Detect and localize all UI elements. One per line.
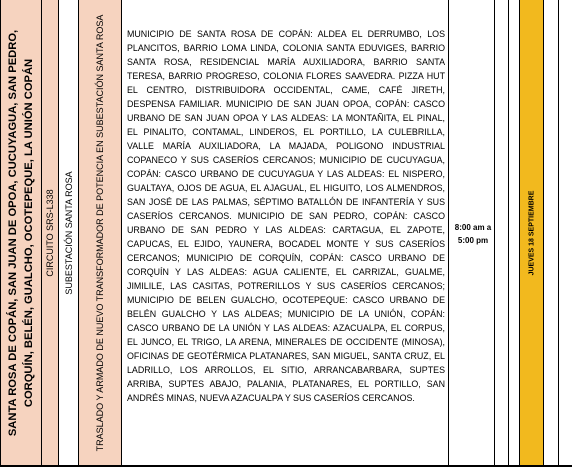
empty-cell (544, 0, 559, 466)
empty-cell (495, 0, 509, 466)
day-text: JUEVES 18 SEPTIEMBRE (528, 190, 535, 276)
time-start: 8:00 am a (454, 223, 492, 232)
table-bottom-border (0, 465, 572, 467)
circuit-cell (42, 0, 59, 466)
location-text: SANTA ROSA DE COPÁN, SAN JUAN DE OPOA, CUCUYAGUA, SAN PEDRO, CORQUÍN, BELÉN, GUALCHO, OCOTEPEQUE, LA UNIÓN COPÁN (7, 29, 35, 437)
affected-areas-text: MUNICIPIO DE SANTA ROSA DE COPÁN: ALDEA EL DERRUMBO, LOS PLANCITOS, BARRIO LOMA LINDA, COLONIA SANTA EDUVIGES, BARRIO SANTA ROSA, RESIDENCIAL MARÍA AUXILIADORA, BARRIO SANTA TERESA, BARRIO PROGRESO, COLONIA FLORES SAAVEDRA. PIZZA HUT EL CENTRO, DISTRIBUIDORA OCCIDENTAL, CAME, CAFÉ JIRETH, DESPENSA FAMILIAR. MUNICIPIO DE SAN JUAN OPOA, COPÁN: CASCO URBANO DE SAN JUAN OPOA Y LAS ALDEAS: LA MONTAÑITA, EL PINAL, EL PINALITO, CONTAMAL, LINDEROS, EL PORTILLO, LA CULEBRILLA, VALLE MARÍA AUXILIADORA, LA MAJADA, POLIGONO INDUSTRIAL COPANECO Y SUS CASERÍOS CERCANOS; MUNICIPIO DE CUCUYAGUA, COPÁN: CASCO URBANO DE CUCUYAGUA Y LAS ALDEAS: EL NISPERO, GUALTAYA, OJOS DE AGUA, EL AJAGUAL, EL HIGUITO, LOS ALMENDROS, SAN JOSÉ DE LAS PALMAS, SÉPTIMO BATALLÓN DE INFANTERÍA Y SUS CASERÍOS CERCANOS. MUNICIPIO DE SAN PEDRO, COPÁN: CASCO URBANO DE SAN PEDRO Y LAS ALDEAS: CARTAGUA, EL ZAPOTE, CAPUCAS, EL EJIDO, YAUNERA, BOCADEL MONTE Y SUS CASERÍOS CERCANOS; MUNICIPIO DE CORQUÍN, COPÁN: CASCO URBANO DE CORQUÍN Y LAS ALDEAS: AGUA CALIENTE, EL CARRIZAL, GUALME, JIMILILE, LAS CASITAS, POTRERILLOS Y SUS CASERÍOS CERCANOS; MUNICIPIO DE BELEN GUALCHO, OCOTEPEQUE: CASCO URBANO DE BELÉN GUALCHO Y LAS ALDEAS; MUNICIPIO DE LA UNIÓN, COPÁN: CASCO URBANO DE LA UNIÓN Y LAS ALDEAS: AZACUALPA, EL CORPUS, EL JUNCO, EL TRIGO, LA ARENA, MINERALES DE OCCIDENTE (MINOSA), OFICINAS DE GEOTÉRMICA PLATANARES, SAN MIGUEL, SANTA CRUZ, EL LADRILLO, LOS ARROLLOS, EL SITIO, ARRANCABARBARA, SUPTES ARRIBA, SUPTES ABAJO, PALANIA, PLATANARES, EL PORTILLO, SAN ANDRÉS MINAS, NUEVA AZACUALPA Y SUS CASERÍOS CERCANOS. (127, 29, 445, 403)
circuit-text: CIRCUITO SRS-L338 (45, 189, 55, 277)
work-description-cell (79, 0, 122, 466)
substation-cell (59, 0, 79, 466)
time-end: 5:00 pm (457, 236, 489, 245)
empty-cell (559, 0, 572, 466)
empty-cell (509, 0, 520, 466)
affected-areas-cell (122, 0, 449, 466)
location-cell (0, 0, 42, 466)
work-description-text: TRASLADO Y ARMADO DE NUEVO TRANSFORMADOR DE POTENCIA EN SUBESTACIÓN SANTA ROSA (95, 14, 105, 452)
substation-text: SUBESTACIÓN SANTA ROSA (63, 171, 74, 295)
day-cell (520, 0, 544, 466)
schedule-time (452, 221, 494, 247)
schedule-cell (449, 0, 495, 466)
